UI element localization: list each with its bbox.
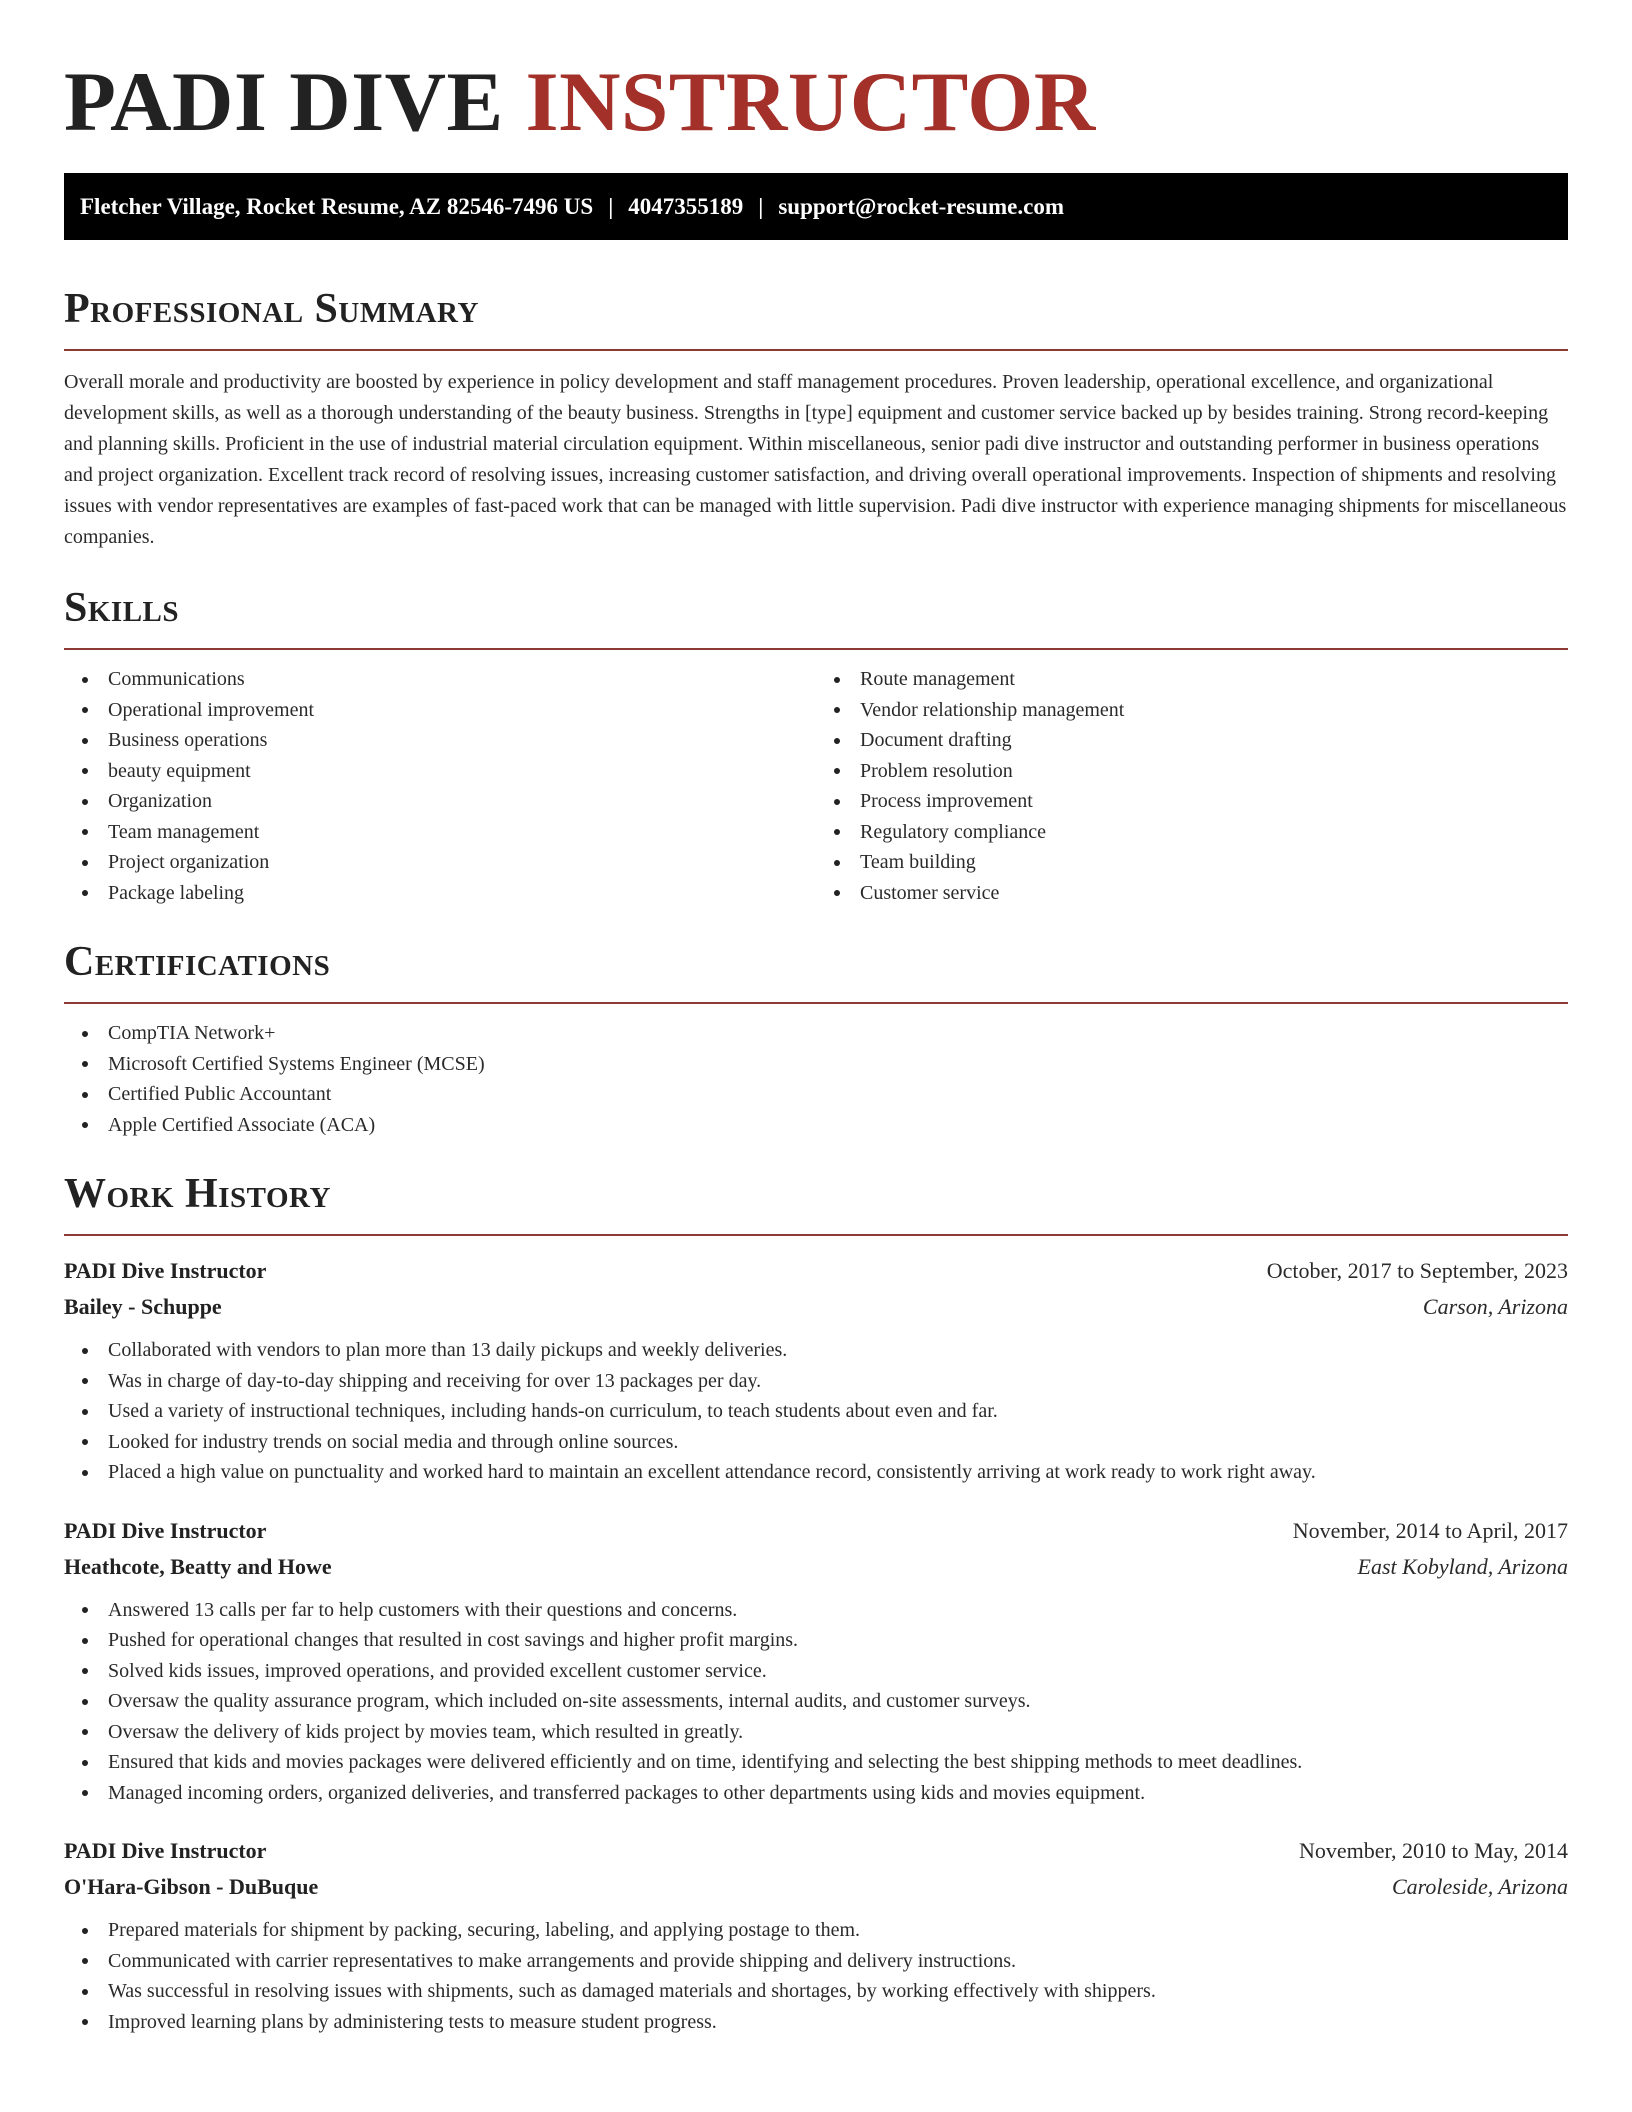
skill-item: Package labeling [64, 878, 816, 909]
skill-item: Organization [64, 786, 816, 817]
skill-item: Customer service [816, 878, 1568, 909]
job-title: PADI Dive Instructor [64, 1517, 267, 1543]
job-company-row [64, 1549, 1568, 1585]
job-title: PADI Dive Instructor [64, 1258, 267, 1283]
job-duty-item: Was in charge of day-to-day shipping and receiving for over 13 packages per day. [64, 1366, 1568, 1397]
resume-name [64, 50, 1568, 155]
certifications-list [64, 1018, 1568, 1140]
certifications-section [64, 936, 1568, 1140]
certification-item: Apple Certified Associate (ACA) [64, 1110, 1568, 1141]
job-dates: October, 2017 to September, 2023 [1266, 1258, 1568, 1283]
name-part-2: INSTRUCTOR [525, 55, 1096, 149]
job-duty-item: Solved kids issues, improved operations, and provided excellent customer service. [64, 1656, 1568, 1687]
contact-phone: 4047355189 [628, 193, 744, 219]
job-company-row [64, 1289, 1568, 1325]
skill-item: Team management [64, 817, 816, 848]
job-dates: November, 2010 to May, 2014 [1299, 1838, 1568, 1863]
skill-item: Business operations [64, 725, 816, 756]
job-duty-item: Ensured that kids and movies packages were delivered efficiently and on time, identifying and selecting the best shipping methods to meet deadlines. [64, 1747, 1568, 1778]
job-dates: November, 2014 to April, 2017 [1292, 1517, 1568, 1543]
job-location: Carson, Arizona [1422, 1294, 1568, 1319]
job-title: PADI Dive Instructor [64, 1838, 267, 1863]
skills-section [64, 582, 1568, 908]
contact-address: Fletcher Village, Rocket Resume, AZ 82546-7496 US [80, 193, 594, 219]
job-company-row [64, 1869, 1568, 1905]
skills-list-right [816, 664, 1568, 908]
section-title-certifications: Certifications [64, 939, 331, 985]
job-duty-item: Collaborated with vendors to plan more than 13 daily pickups and weekly deliveries. [64, 1335, 1568, 1366]
job-duty-item: Looked for industry trends on social media and through online sources. [64, 1427, 1568, 1458]
skill-item: Communications [64, 664, 816, 695]
job-duty-item: Managed incoming orders, organized deliveries, and transferred packages to other departments using kids and movies equipment. [64, 1778, 1568, 1809]
job-duties-list [64, 1915, 1568, 2037]
name-part-1: PADI DIVE [64, 55, 526, 149]
job-duties-list [64, 1595, 1568, 1809]
contact-bar [64, 173, 1568, 240]
skill-item: Vendor relationship management [816, 695, 1568, 726]
skill-item: beauty equipment [64, 756, 816, 787]
section-title-skills: Skills [64, 585, 180, 631]
section-title-work-history: Work History [64, 1171, 331, 1217]
skill-item: Operational improvement [64, 695, 816, 726]
job-entry [64, 1513, 1568, 1809]
skills-list-left [64, 664, 816, 908]
skill-item: Document drafting [816, 725, 1568, 756]
skills-grid [64, 664, 1568, 908]
skill-item: Regulatory compliance [816, 817, 1568, 848]
skill-item: Team building [816, 847, 1568, 878]
section-title-summary: Professional Summary [64, 286, 479, 332]
job-duty-item: Oversaw the delivery of kids project by movies team, which resulted in greatly. [64, 1717, 1568, 1748]
contact-separator: | [608, 193, 614, 219]
summary-text: Overall morale and productivity are boosted by experience in policy development and staff management procedures. Proven leadership, operational excellence, and organizational development skills, as well as a thorough understanding of the beauty business. Strengths in [type] equipment and customer service backed up by besides training. Strong record-keeping and planning skills. Proficient in the use of industrial material circulation equipment. Within miscellaneous, senior padi dive instructor and outstanding performer in business operations and project organization. Excellent track record of resolving issues, increasing customer satisfaction, and driving overall operational improvements. Inspection of shipments and resolving issues with vendor representatives are examples of fast-paced work that can be managed with little supervision. Padi dive instructor with experience managing shipments for miscellaneous companies. [64, 371, 1567, 548]
section-divider [64, 349, 1568, 351]
contact-email: support@rocket-resume.com [778, 193, 1064, 219]
job-header-row [64, 1833, 1568, 1869]
skill-item: Problem resolution [816, 756, 1568, 787]
job-header-row [64, 1513, 1568, 1549]
job-duty-item: Oversaw the quality assurance program, which included on-site assessments, internal audits, and customer surveys. [64, 1686, 1568, 1717]
job-company: Bailey - Schuppe [64, 1294, 222, 1319]
job-duty-item: Placed a high value on punctuality and worked hard to maintain an excellent attendance record, consistently arriving at work ready to work right away. [64, 1457, 1568, 1488]
job-company: O'Hara-Gibson - DuBuque [64, 1874, 319, 1899]
job-duty-item: Pushed for operational changes that resulted in cost savings and higher profit margins. [64, 1625, 1568, 1656]
job-header-row [64, 1253, 1568, 1289]
work-history-section [64, 1168, 1568, 2037]
job-duty-item: Improved learning plans by administering tests to measure student progress. [64, 2007, 1568, 2038]
job-entry [64, 1833, 1568, 2037]
job-entry [64, 1253, 1568, 1488]
certification-item: Microsoft Certified Systems Engineer (MCSE) [64, 1049, 1568, 1080]
section-divider [64, 648, 1568, 650]
job-duty-item: Communicated with carrier representatives to make arrangements and provide shipping and delivery instructions. [64, 1946, 1568, 1977]
job-duty-item: Answered 13 calls per far to help customers with their questions and concerns. [64, 1595, 1568, 1626]
job-duty-item: Was successful in resolving issues with shipments, such as damaged materials and shortages, by working effectively with shippers. [64, 1976, 1568, 2007]
job-location: East Kobyland, Arizona [1357, 1553, 1568, 1579]
job-company: Heathcote, Beatty and Howe [64, 1553, 332, 1579]
certification-item: Certified Public Accountant [64, 1079, 1568, 1110]
job-duty-item: Used a variety of instructional techniques, including hands-on curriculum, to teach students about even and far. [64, 1396, 1568, 1427]
skill-item: Process improvement [816, 786, 1568, 817]
skill-item: Project organization [64, 847, 816, 878]
job-duties-list [64, 1335, 1568, 1488]
skill-item: Route management [816, 664, 1568, 695]
contact-separator: | [758, 193, 764, 219]
section-divider [64, 1234, 1568, 1236]
summary-section [64, 283, 1568, 553]
job-location: Caroleside, Arizona [1391, 1874, 1568, 1899]
certification-item: CompTIA Network+ [64, 1018, 1568, 1049]
section-divider [64, 1002, 1568, 1004]
job-duty-item: Prepared materials for shipment by packing, securing, labeling, and applying postage to them. [64, 1915, 1568, 1946]
